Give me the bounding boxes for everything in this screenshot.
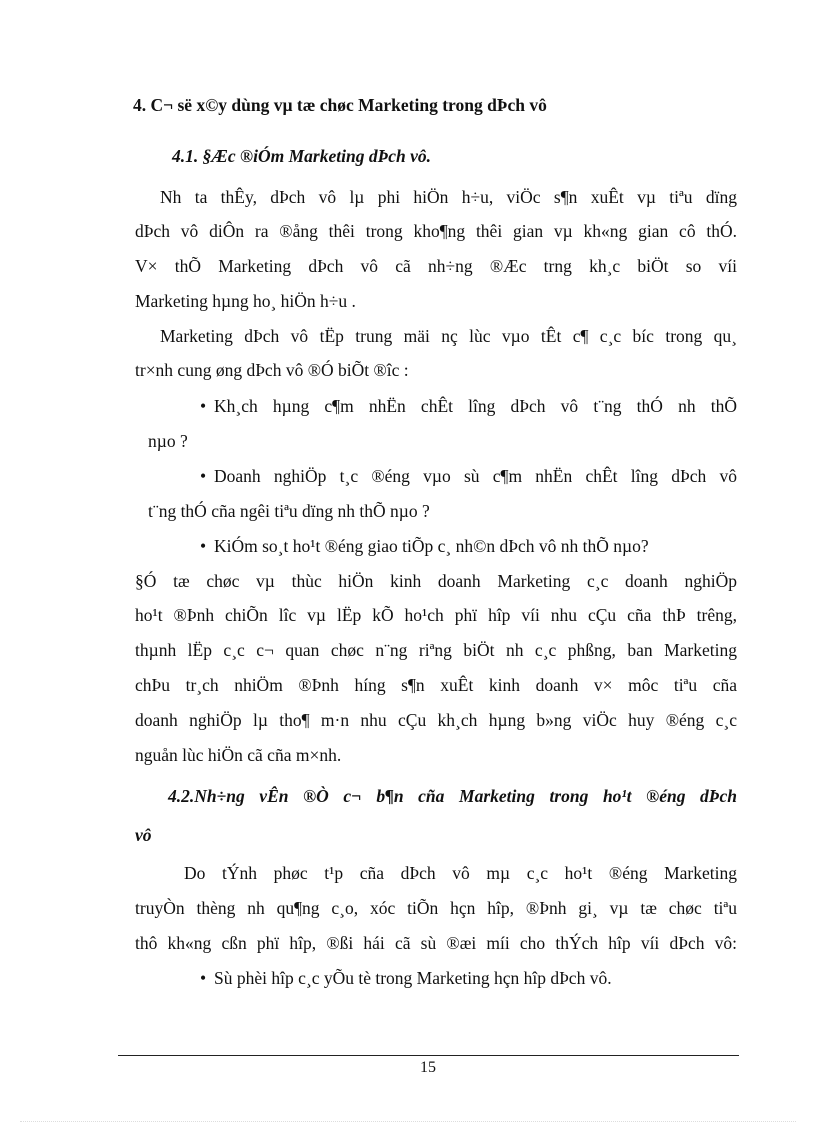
subsection-heading-4-2-cont: vô (135, 825, 152, 845)
bullet-item (200, 395, 737, 417)
bullet-continuation: nµo ? (148, 431, 188, 451)
subsection-heading-4-2: 4.2.Nh÷ng vÊn ®Ò c¬ b¶n cña Marketing trong ho¹t ®éng dÞch (168, 786, 737, 806)
bullet-icon: • (200, 536, 207, 556)
paragraph-line: chÞu tr¸ch nhiÖm ®Þnh híng s¶n xuÊt kinh doanh v× môc tiªu cña (135, 675, 737, 695)
paragraph-line: thô kh«ng cßn phï hîp, ®ßi hái cã sù ®æi míi cho thÝch hîp víi dÞch vô: (135, 933, 737, 953)
paragraph-line: V× thÕ Marketing dÞch vô cã nh÷ng ®Æc trng kh¸c biÖt so víi (135, 256, 737, 276)
bullet-item (200, 967, 612, 989)
paragraph-line: nguån lùc hiÖn cã cña m×nh. (135, 745, 342, 765)
paragraph-line: dÞch vô diÔn ra ®ång thêi trong kho¶ng thêi gian vµ kh«ng gian cô thÓ. (135, 221, 737, 241)
paragraph-line: doanh nghiÖp lµ tho¶ m·n nhu cÇu kh¸ch hµng b»ng viÖc huy ®éng c¸c (135, 710, 737, 730)
paragraph-line: Do tÝnh phøc t¹p cña dÞch vô mµ c¸c ho¹t ®éng Marketing (184, 863, 737, 883)
footer-divider (118, 1055, 739, 1056)
paragraph-line: truyÒn thèng nh qu¶ng c¸o, xóc tiÕn hçn hîp, ®Þnh gi¸ vµ tæ chøc tiªu (135, 898, 737, 918)
bullet-continuation: t¨ng thÓ cña ngêi tiªu dïng nh thÕ nµo ? (148, 501, 430, 521)
page-edge (20, 1121, 796, 1122)
bullet-item (200, 535, 649, 557)
bullet-icon: • (200, 396, 207, 416)
paragraph-line: thµnh lËp c¸c c¬ quan chøc n¨ng riªng biÖt nh c¸c phßng, ban Marketing (135, 640, 737, 660)
section-heading: 4. C¬ së x©y dùng vµ tæ chøc Marketing trong dÞch vô (133, 95, 547, 115)
paragraph-line: ho¹t ®Þnh chiÕn lîc vµ lËp kÕ ho¹ch phï hîp víi nhu cÇu cña thÞ trêng, (135, 605, 737, 625)
bullet-text: Sù phèi hîp c¸c yÕu tè trong Marketing hçn hîp dÞch vô. (214, 968, 612, 988)
bullet-icon: • (200, 466, 207, 486)
bullet-icon: • (200, 968, 207, 988)
paragraph-line: Marketing dÞch vô tËp trung mäi nç lùc vµo tÊt c¶ c¸c bíc trong qu¸ (160, 326, 737, 346)
bullet-text: Kh¸ch hµng c¶m nhËn chÊt lîng dÞch vô t¨ng thÓ nh thÕ (214, 396, 737, 416)
bullet-text: Doanh nghiÖp t¸c ®éng vµo sù c¶m nhËn chÊt lîng dÞch vô (214, 466, 737, 486)
bullet-item (200, 465, 737, 487)
paragraph-line: Marketing hµng ho¸ hiÖn h÷u . (135, 291, 356, 311)
paragraph-line: Nh ta thÊy, dÞch vô lµ phi hiÖn h÷u, viÖc s¶n xuÊt vµ tiªu dïng (160, 187, 737, 207)
paragraph-line: tr×nh cung øng dÞch vô ®Ó biÕt ®îc : (135, 360, 409, 380)
bullet-text: KiÓm so¸t ho¹t ®éng giao tiÕp c¸ nh©n dÞch vô nh thÕ nµo? (214, 536, 649, 556)
page-number: 15 (420, 1059, 436, 1076)
subsection-heading-4-1: 4.1. §Æc ®iÓm Marketing dÞch vô. (172, 146, 432, 166)
paragraph-line: §Ó tæ chøc vµ thùc hiÖn kinh doanh Marketing c¸c doanh nghiÖp (135, 571, 737, 591)
